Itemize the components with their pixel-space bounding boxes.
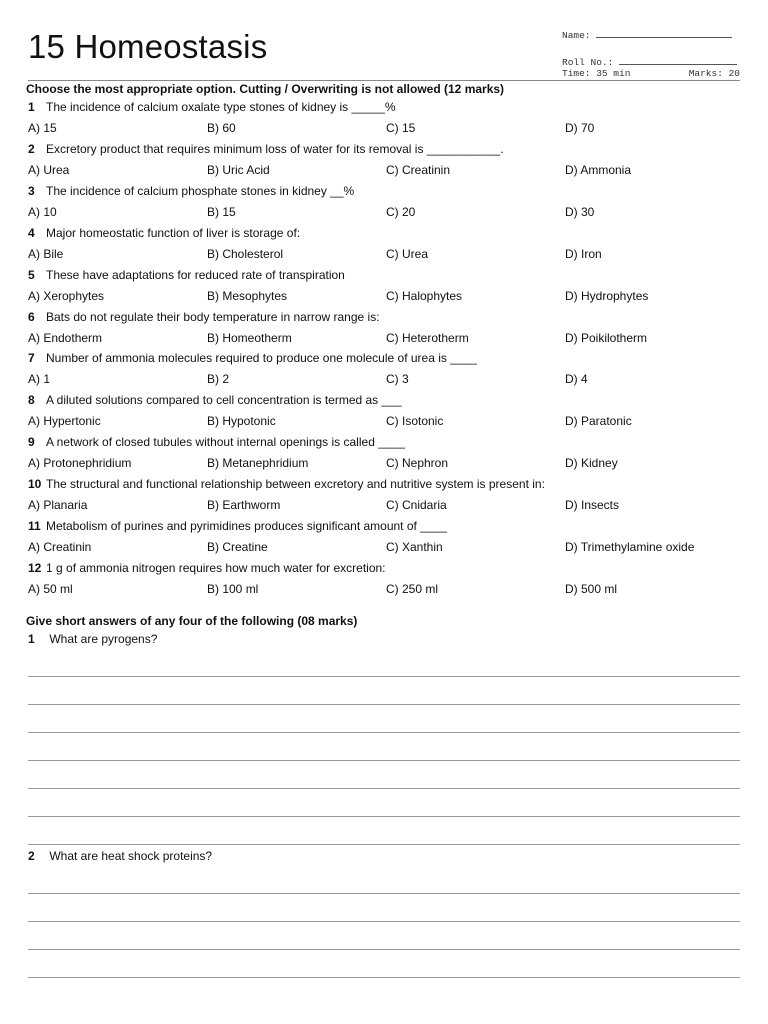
question-text: Number of ammonia molecules required to produce one molecule of urea is ____: [46, 351, 477, 365]
options-row: [28, 289, 740, 304]
name-blank-line[interactable]: [596, 28, 732, 38]
name-label: Name:: [562, 30, 591, 41]
question-number: 1: [28, 632, 35, 646]
page-title: 15 Homeostasis: [28, 28, 268, 65]
question-text: Major homeostatic function of liver is storage of:: [46, 226, 301, 240]
option-a[interactable]: A) Endotherm: [28, 331, 103, 345]
options-row: [28, 247, 740, 262]
options-row: [28, 456, 740, 471]
question-text: What are heat shock proteins?: [49, 849, 213, 863]
option-c[interactable]: C) Urea: [386, 247, 429, 261]
option-d[interactable]: D) Kidney: [565, 456, 618, 470]
question-number: 10: [28, 477, 42, 491]
answer-line[interactable]: [28, 844, 740, 845]
answer-line[interactable]: [28, 921, 740, 922]
option-b[interactable]: B) Cholesterol: [207, 247, 284, 261]
question-text: The incidence of calcium oxalate type stones of kidney is _____%: [46, 100, 396, 114]
answer-line[interactable]: [28, 676, 740, 677]
option-a[interactable]: A) Hypertonic: [28, 414, 101, 428]
question-text: A network of closed tubules without internal openings is called ____: [46, 435, 405, 449]
short-question-2: [28, 849, 740, 863]
question-number: 2: [28, 849, 35, 863]
option-d[interactable]: D) Paratonic: [565, 414, 632, 428]
option-d[interactable]: D) 500 ml: [565, 582, 618, 596]
question-text: The structural and functional relationship between excretory and nutritive system is present in:: [46, 477, 545, 491]
option-a[interactable]: A) Bile: [28, 247, 64, 261]
question-text: Metabolism of purines and pyrimidines produces significant amount of ____: [46, 519, 447, 533]
option-c[interactable]: C) Cnidaria: [386, 498, 447, 512]
option-d[interactable]: D) Ammonia: [565, 163, 632, 177]
options-row: [28, 205, 740, 220]
option-c[interactable]: C) Halophytes: [386, 289, 463, 303]
options-row: [28, 540, 740, 555]
answer-line[interactable]: [28, 893, 740, 894]
roll-number-field[interactable]: [562, 55, 740, 68]
option-a[interactable]: A) 15: [28, 121, 57, 135]
name-field[interactable]: [562, 28, 740, 41]
question-number: 11: [28, 519, 41, 533]
option-a[interactable]: A) Planaria: [28, 498, 88, 512]
answer-line[interactable]: [28, 732, 740, 733]
options-row: [28, 414, 740, 429]
option-a[interactable]: A) Creatinin: [28, 540, 92, 554]
question-text: 1 g of ammonia nitrogen requires how much water for excretion:: [46, 561, 386, 575]
option-a[interactable]: A) 1: [28, 372, 51, 386]
question-number: 1: [28, 100, 35, 114]
short-answer-section-heading: Give short answers of any four of the following (08 marks): [26, 614, 358, 628]
answer-line[interactable]: [28, 949, 740, 950]
mcq-question-1: [28, 100, 740, 114]
question-number: 3: [28, 184, 35, 198]
mcq-question-2: [28, 142, 740, 156]
mcq-question-7: [28, 351, 740, 365]
mcq-question-8: [28, 393, 740, 407]
question-number: 8: [28, 393, 35, 407]
option-c[interactable]: C) 20: [386, 205, 416, 219]
answer-line[interactable]: [28, 704, 740, 705]
option-b[interactable]: B) Mesophytes: [207, 289, 288, 303]
header-divider: [28, 80, 740, 81]
answer-line[interactable]: [28, 977, 740, 978]
option-a[interactable]: A) Xerophytes: [28, 289, 105, 303]
options-row: [28, 498, 740, 513]
mcq-question-5: [28, 268, 740, 282]
mcq-question-12: [28, 561, 740, 575]
option-b[interactable]: B) Uric Acid: [207, 163, 270, 177]
answer-line[interactable]: [28, 760, 740, 761]
options-row: [28, 163, 740, 178]
option-b[interactable]: B) Metanephridium: [207, 456, 309, 470]
question-number: 9: [28, 435, 35, 449]
options-row: [28, 331, 740, 346]
option-a[interactable]: A) 50 ml: [28, 582, 73, 596]
option-d[interactable]: D) Iron: [565, 247, 602, 261]
option-b[interactable]: B) 60: [207, 121, 236, 135]
answer-line[interactable]: [28, 788, 740, 789]
question-text: What are pyrogens?: [49, 632, 158, 646]
option-c[interactable]: C) Nephron: [386, 456, 449, 470]
time-marks-row: [562, 68, 740, 79]
option-c[interactable]: C) Xanthin: [386, 540, 443, 554]
question-number: 5: [28, 268, 35, 282]
mcq-question-11: [28, 519, 740, 533]
mcq-section-heading: Choose the most appropriate option. Cutting / Overwriting is not allowed (12 marks): [26, 82, 505, 96]
option-a[interactable]: A) 10: [28, 205, 57, 219]
mcq-question-6: [28, 310, 740, 324]
option-d[interactable]: D) Hydrophytes: [565, 289, 649, 303]
option-c[interactable]: C) Heterotherm: [386, 331, 469, 345]
question-text: The incidence of calcium phosphate stones in kidney __%: [46, 184, 355, 198]
short-question-1: [28, 632, 740, 646]
question-text: These have adaptations for reduced rate of transpiration: [46, 268, 345, 282]
options-row: [28, 121, 740, 136]
question-number: 12: [28, 561, 42, 575]
option-b[interactable]: B) 100 ml: [207, 582, 259, 596]
roll-label: Roll No.:: [562, 57, 614, 68]
mcq-question-4: [28, 226, 740, 240]
question-number: 7: [28, 351, 35, 365]
mcq-question-9: [28, 435, 740, 449]
options-row: [28, 582, 740, 597]
question-text: Bats do not regulate their body temperature in narrow range is:: [46, 310, 380, 324]
option-b[interactable]: B) Creatine: [207, 540, 268, 554]
option-b[interactable]: B) Earthworm: [207, 498, 281, 512]
marks-label: Marks: 20: [688, 68, 740, 79]
question-text: A diluted solutions compared to cell concentration is termed as ___: [46, 393, 402, 407]
options-row: [28, 372, 740, 387]
mcq-question-3: [28, 184, 740, 198]
option-a[interactable]: A) Urea: [28, 163, 70, 177]
roll-blank-line[interactable]: [619, 55, 737, 65]
option-b[interactable]: B) 15: [207, 205, 236, 219]
option-d[interactable]: D) 4: [565, 372, 588, 386]
option-d[interactable]: D) 70: [565, 121, 595, 135]
time-label: Time: 35 min: [562, 68, 631, 79]
option-c[interactable]: C) Isotonic: [386, 414, 444, 428]
question-number: 2: [28, 142, 35, 156]
question-text: Excretory product that requires minimum loss of water for its removal is ___________.: [46, 142, 504, 156]
option-b[interactable]: B) 2: [207, 372, 230, 386]
option-b[interactable]: B) Hypotonic: [207, 414, 276, 428]
option-b[interactable]: B) Homeotherm: [207, 331, 292, 345]
option-d[interactable]: D) Trimethylamine oxide: [565, 540, 695, 554]
option-d[interactable]: D) 30: [565, 205, 595, 219]
option-c[interactable]: C) 15: [386, 121, 416, 135]
option-a[interactable]: A) Protonephridium: [28, 456, 132, 470]
question-number: 4: [28, 226, 35, 240]
option-d[interactable]: D) Poikilotherm: [565, 331, 648, 345]
option-d[interactable]: D) Insects: [565, 498, 620, 512]
question-number: 6: [28, 310, 35, 324]
mcq-question-10: [28, 477, 740, 491]
answer-line[interactable]: [28, 816, 740, 817]
option-c[interactable]: C) Creatinin: [386, 163, 451, 177]
option-c[interactable]: C) 250 ml: [386, 582, 439, 596]
option-c[interactable]: C) 3: [386, 372, 409, 386]
